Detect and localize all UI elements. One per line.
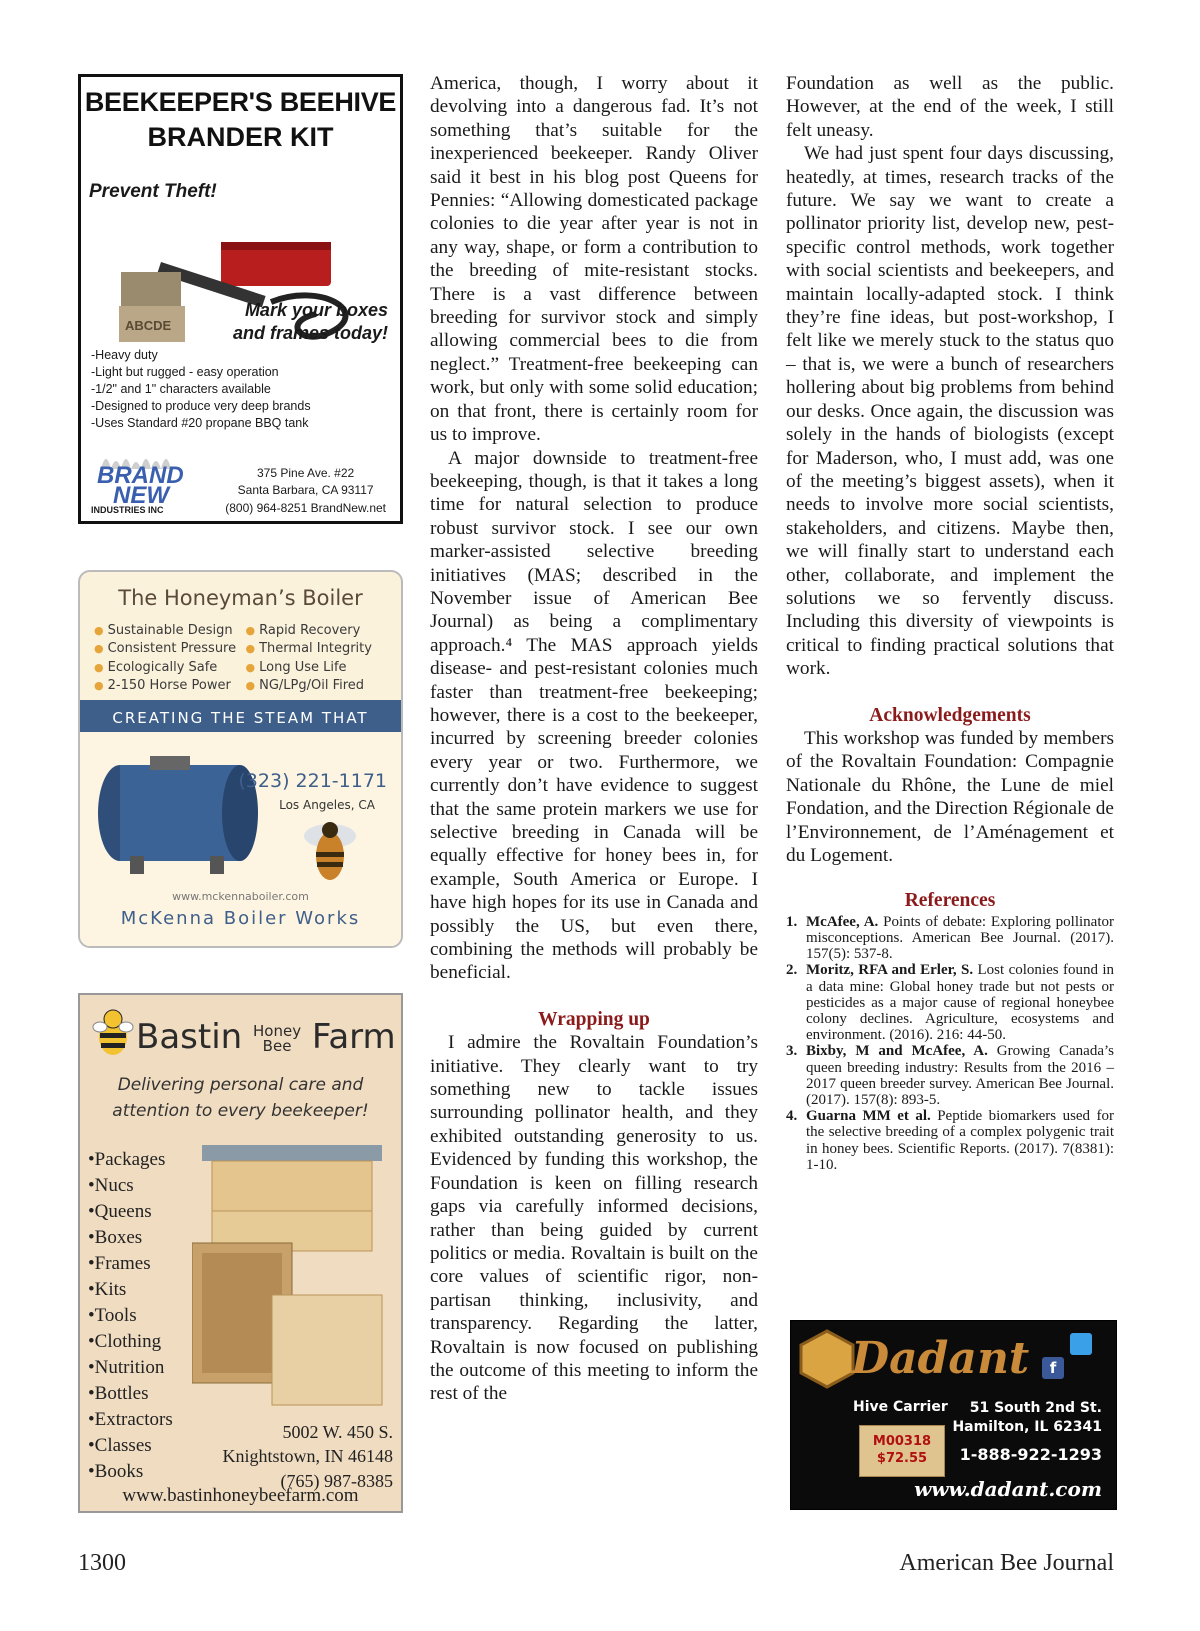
reference-item: 1. McAfee, A. Points of debate: Exploring pollinator misconceptions. American Bee Journal. (2017). 157(5): 537-8. bbox=[786, 913, 1115, 963]
list-item: •Classes bbox=[88, 1435, 152, 1457]
section-heading: Acknowledgements bbox=[869, 704, 1031, 726]
journal-name: American Bee Journal bbox=[899, 1550, 1114, 1576]
ad-url[interactable]: www.bastinhoneybeefarm.com bbox=[122, 1485, 359, 1506]
ad-phone: (323) 221-1171 bbox=[238, 770, 387, 792]
section-heading: References bbox=[904, 890, 996, 912]
list-item: -Heavy duty bbox=[91, 348, 158, 362]
reference-list bbox=[786, 914, 1114, 1173]
body-paragraph: This workshop was funded by members of the Rovaltain Foundation: Compagnie Nationale du Rhône, the Lune de miel Fondation, and the Direction Régionale de l’Environnement, de l’Aménagement et du Logement. bbox=[786, 727, 1114, 866]
list-item: •Books bbox=[88, 1461, 144, 1483]
list-item: -Light but rugged - easy operation bbox=[91, 364, 279, 379]
list-item: •Queens bbox=[88, 1201, 152, 1223]
bee-icon bbox=[285, 814, 375, 884]
product-list bbox=[88, 1147, 173, 1485]
body-paragraph: We had just spent four days discussing, heatedly, at times, research tracks of the future. We say we want to create a pollinator priority list, develop new, pest-specific control methods, work together with social scientists and beekeepers, and maintain locally-adapted stock. I think they’re fine ideas, but post-workshop, I felt like we merely stuck to the status quo – that is, we were a bunch of researchers hollering about big problems from behind our desks. Once again, the discussion was solely in the hands of biologists (except for Maderson, who, I must add, was one of the meeting’s biggest assets), when it needs to involve more social scientists, stakeholders, and citizens. Maybe then, we will finally start to understand each other, collaborate, and implement the solutions we so fervently discuss. Including this diversity of viewpoints is critical to finding practical solutions that work. bbox=[786, 143, 1114, 680]
feature-list bbox=[91, 347, 311, 431]
list-item: •Extractors bbox=[88, 1409, 173, 1431]
boiler-image bbox=[90, 748, 260, 878]
article-column-right bbox=[786, 72, 1114, 1173]
references-section bbox=[786, 889, 1114, 1173]
reference-item: 2. Moritz, RFA and Erler, S. Lost colonies found in a data mine: Global honey trade but not pests or pesticides as a major cause of regional honeybee colony declines. Agriculture, ecosystems and environment. (2016). 216: 44-50. bbox=[786, 962, 1114, 1044]
honeycomb-icon bbox=[797, 1329, 857, 1389]
brander-kit-ad[interactable] bbox=[78, 74, 403, 524]
bee-mascot-icon bbox=[92, 1007, 134, 1067]
article-column-middle bbox=[430, 72, 758, 1406]
dadant-ad[interactable] bbox=[790, 1320, 1117, 1510]
honeyman-boiler-ad[interactable] bbox=[78, 570, 403, 948]
twitter-icon[interactable] bbox=[1070, 1333, 1092, 1355]
list-item: -1/2" and 1" characters available bbox=[91, 381, 271, 396]
list-item: •Nucs bbox=[88, 1175, 134, 1197]
ad-address: 51 South 2nd St. Hamilton, IL 62341 bbox=[952, 1400, 1102, 1435]
farm-name: Bastin Honey Bee Farm bbox=[136, 1017, 396, 1057]
feature-list: ● Sustainable Design ● Rapid Recovery ● Consistent Pressure ● Thermal Integrity ● Ecologically Safe ● Long Use Life ● 2-150 Horse Power ● NG/LPg/Oil Fired bbox=[94, 622, 391, 696]
ad-title: The Honeyman’s Boiler bbox=[118, 586, 363, 610]
ad-tagline: Delivering personal care and attention to every beekeeper! bbox=[112, 1075, 369, 1121]
body-paragraph: I admire the Rovaltain Foundation’s initiative. They clearly want to try something new to tackle issues surrounding pollinator health, and they exhibited outstanding generosity to us. Evidenced by funding this workshop, the Foundation is keen on filling research gaps via carefully informed decisions, rather than being guided by current politics or media. Rovaltain is built on the core values of scientific rigor, non-partisan thinking, inclusivity, and transparency. Regarding the latter, Rovaltain is now focused on publishing the outcome of this meeting to inform the rest of the bbox=[430, 1032, 758, 1405]
price-box: M00318 $72.55 bbox=[859, 1425, 945, 1477]
body-paragraph: Foundation as well as the public. However, at the end of the week, I still felt uneasy. bbox=[786, 73, 1114, 141]
product-name: Hive Carrier bbox=[853, 1399, 948, 1415]
ad-address: 375 Pine Ave. #22 Santa Barbara, CA 93117 (800) 964-8251 BrandNew.net bbox=[225, 466, 386, 515]
ad-address: 5002 W. 450 S. Knightstown, IN 46148 (765) 987-8385 bbox=[222, 1422, 393, 1491]
list-item: -Designed to produce very deep brands bbox=[91, 398, 311, 413]
reference-item: 3. Bixby, M and McAfee, A. Growing Canada’s queen breeding industry: Results from the 2016 – 2017 queen breeder survey. American Bee Journal. (2017). 157(8): 893-5. bbox=[786, 1043, 1114, 1109]
body-paragraph: A major downside to treatment-free beekeeping, though, is that it takes a long time for natural selection to produce robust survivor stock. I see our own marker-assisted selective breeding initiatives (MAS; described in the November issue of American Bee Journal) as being a complimentary approach.⁴ The MAS approach yields disease- and pest-resistant colonies much faster than treatment-free beekeeping; however, there is a cost to the beekeeper, incurred by screening breeder colonies every year or two. Furthermore, we currently don’t have evidence to suggest that the same protein markers we use for selective breeding in Canada will be equally effective for honey bees in, for example, South America or Europe. I have high hopes for its use in Canada and possibly the US, but even there, combining the methods will probably be beneficial. bbox=[430, 447, 758, 984]
slogan-band: CREATING THE STEAM THAT bbox=[80, 700, 401, 784]
reference-item: 4. Guarna MM et al. Peptide biomarkers used for the selective breeding of a complex polygenic trait in honey bees. Scientific Reports. (2017). 7(8381): 1-10. bbox=[786, 1108, 1114, 1173]
list-item: -Uses Standard #20 propane BBQ tank bbox=[91, 415, 309, 430]
list-item: •Clothing bbox=[88, 1331, 162, 1353]
list-item: •Nutrition bbox=[88, 1357, 165, 1379]
ad-city: Los Angeles, CA bbox=[279, 798, 375, 812]
ad-title-line2: BRANDER KIT bbox=[147, 122, 334, 153]
page-number: 1300 bbox=[78, 1550, 126, 1576]
svg-text:ABCDE: ABCDE bbox=[125, 318, 172, 333]
facebook-icon[interactable]: f bbox=[1042, 1357, 1064, 1379]
list-item: •Boxes bbox=[88, 1227, 143, 1249]
ad-phone: 1-888-922-1293 bbox=[959, 1445, 1102, 1464]
dadant-logo: Dadant bbox=[851, 1333, 1030, 1384]
ad-url[interactable]: www.mckennaboiler.com bbox=[172, 890, 309, 903]
ad-url[interactable]: www.dadant.com bbox=[914, 1477, 1102, 1501]
ad-slogan: Mark your boxes and frames today! bbox=[232, 300, 388, 344]
list-item: •Frames bbox=[88, 1253, 151, 1275]
bastin-honey-bee-farm-ad[interactable] bbox=[78, 993, 403, 1513]
ad-brand: McKenna Boiler Works bbox=[120, 908, 361, 929]
list-item: •Packages bbox=[88, 1149, 166, 1170]
list-item: •Tools bbox=[88, 1305, 137, 1327]
brand-new-logo: BRAND NEW INDUSTRIES INC bbox=[91, 455, 201, 515]
section-heading: Wrapping up bbox=[538, 1008, 650, 1030]
list-item: •Kits bbox=[88, 1279, 127, 1301]
ad-title: BEEKEEPER'S BEEHIVE bbox=[84, 87, 397, 117]
body-paragraph: America, though, I worry about it devolving into a dangerous fad. It’s not something that’s suitable for the inexperienced beekeeper. Randy Oliver said it best in his blog post Queens for Pennies: “Allowing domesticated package colonies to die year after year is not in any way, shape, or form a contribution to the breeding of mite-resistant stocks. There is a vast difference between breeding for survivor stock and simply allowing commercial bees to die from neglect.” Treatment-free beekeeping can work, but only with some solid education; on that front, there is certainly room for us to improve. bbox=[430, 73, 758, 446]
ad-tagline: Prevent Theft! bbox=[89, 181, 217, 202]
hive-boxes-image bbox=[192, 1145, 392, 1415]
list-item: •Bottles bbox=[88, 1383, 149, 1405]
